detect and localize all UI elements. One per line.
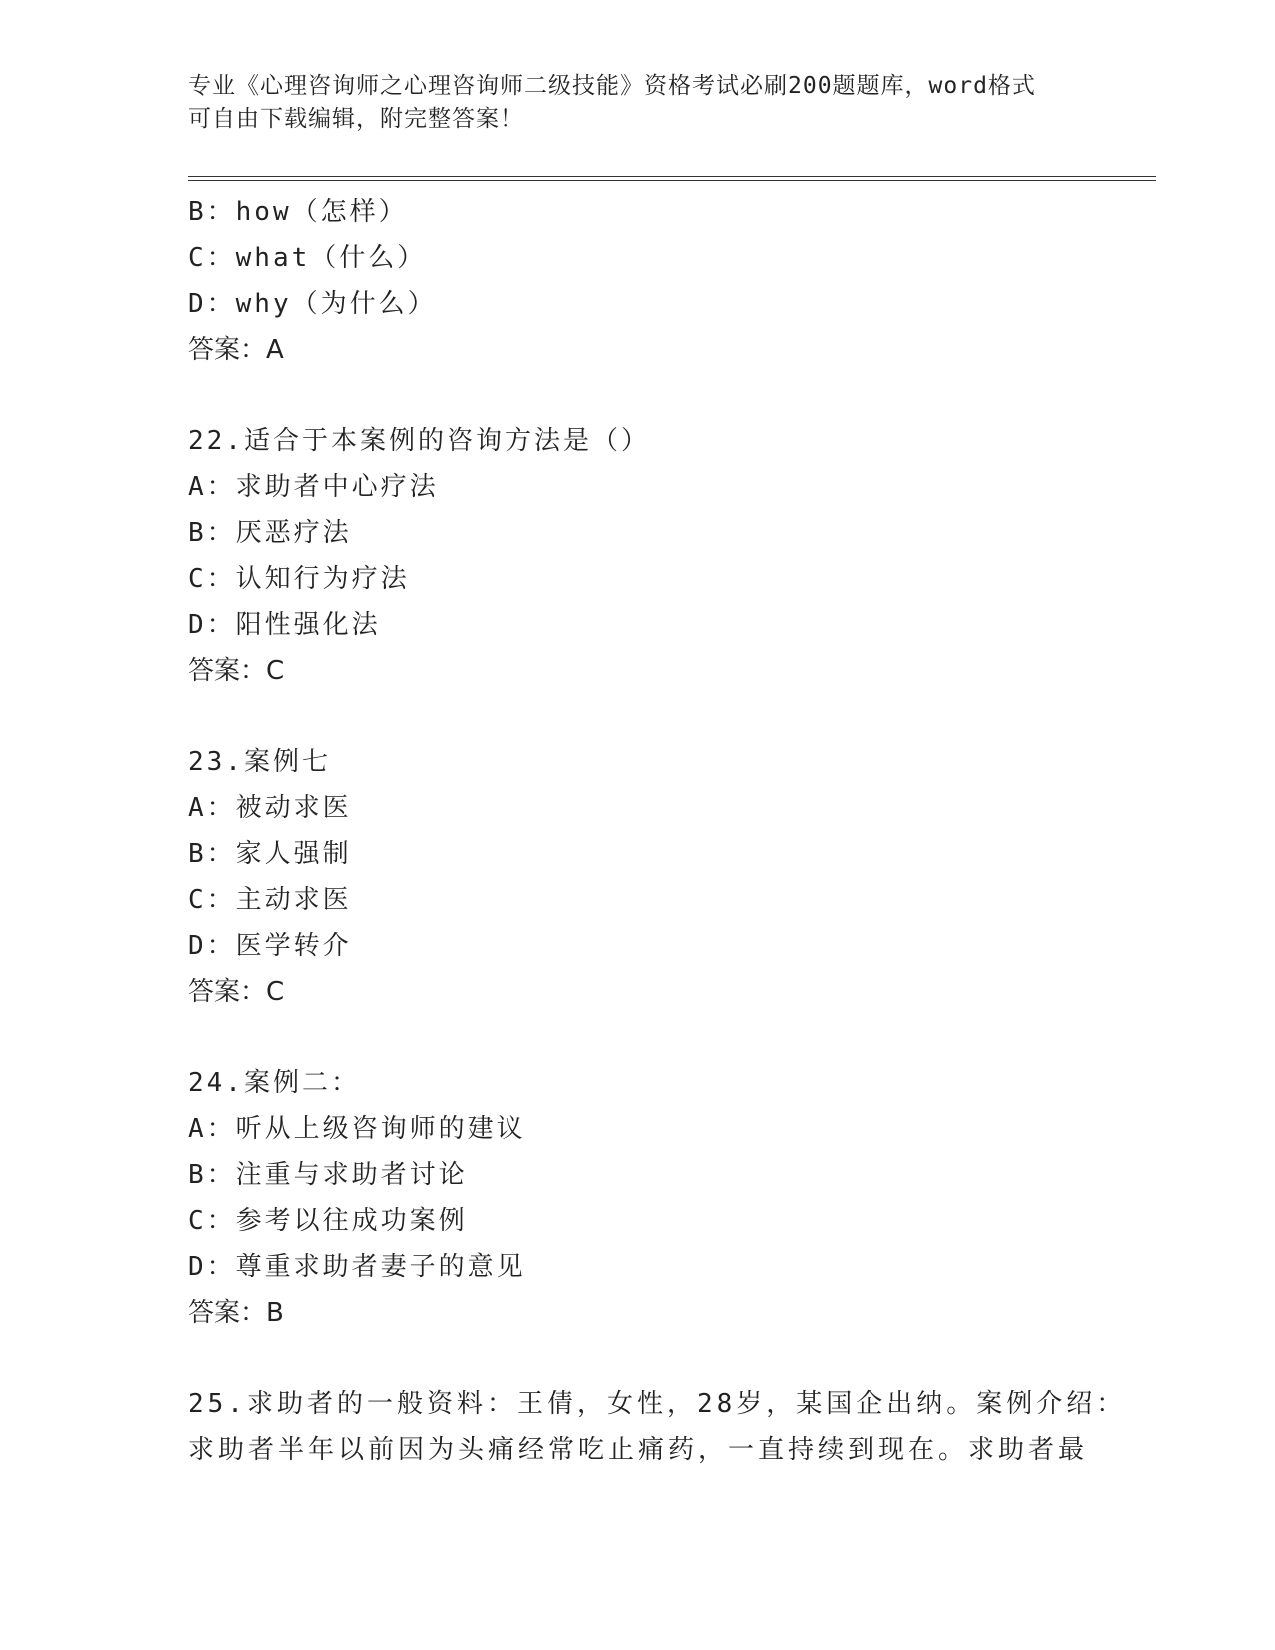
question-stem-line-1: 25.求助者的一般资料：王倩，女性，28岁，某国企出纳。案例介绍：	[188, 1389, 1127, 1419]
question-block-23	[188, 739, 1088, 1015]
answer-line: 答案：C	[188, 977, 285, 1007]
question-stem: 24.案例二：	[188, 1068, 360, 1098]
question-block-25	[188, 1381, 1127, 1473]
answer-line: 答案：A	[188, 335, 284, 365]
header-line-1: 专业《心理咨询师之心理咨询师二级技能》资格考试必刷200题题库，word格式	[188, 73, 1036, 99]
question-block-21	[188, 189, 1088, 373]
option-a: A：听从上级咨询师的建议	[188, 1114, 526, 1144]
option-c: C：认知行为疗法	[188, 564, 410, 594]
question-stem: 23.案例七	[188, 747, 331, 777]
spacer	[188, 1336, 1088, 1381]
header-double-rule	[188, 176, 1156, 181]
option-d: D：why（为什么）	[188, 289, 437, 319]
question-block-22	[188, 418, 1088, 694]
option-d: D：医学转介	[188, 931, 352, 961]
spacer	[188, 373, 1088, 418]
option-b: B：how（怎样）	[188, 197, 408, 227]
option-d: D：尊重求助者妻子的意见	[188, 1252, 526, 1282]
question-content	[188, 189, 1127, 1473]
answer-line: 答案：C	[188, 656, 285, 686]
option-a: A：求助者中心疗法	[188, 472, 439, 502]
option-b: B：厌恶疗法	[188, 518, 352, 548]
option-d: D：阳性强化法	[188, 610, 381, 640]
question-stem: 22.适合于本案例的咨询方法是（）	[188, 426, 650, 456]
option-a: A：被动求医	[188, 793, 352, 823]
option-b: B：注重与求助者讨论	[188, 1160, 468, 1190]
spacer	[188, 1015, 1088, 1060]
page-header	[188, 70, 1068, 136]
question-stem-line-2: 求助者半年以前因为头痛经常吃止痛药，一直持续到现在。求助者最	[188, 1435, 1089, 1465]
option-b: B：家人强制	[188, 839, 352, 869]
option-c: C：what（什么）	[188, 243, 427, 273]
question-block-24	[188, 1060, 1088, 1336]
answer-line: 答案：B	[188, 1298, 284, 1328]
header-line-2: 可自由下载编辑，附完整答案！	[188, 106, 524, 132]
option-c: C：参考以往成功案例	[188, 1206, 468, 1236]
spacer	[188, 694, 1088, 739]
option-c: C：主动求医	[188, 885, 352, 915]
